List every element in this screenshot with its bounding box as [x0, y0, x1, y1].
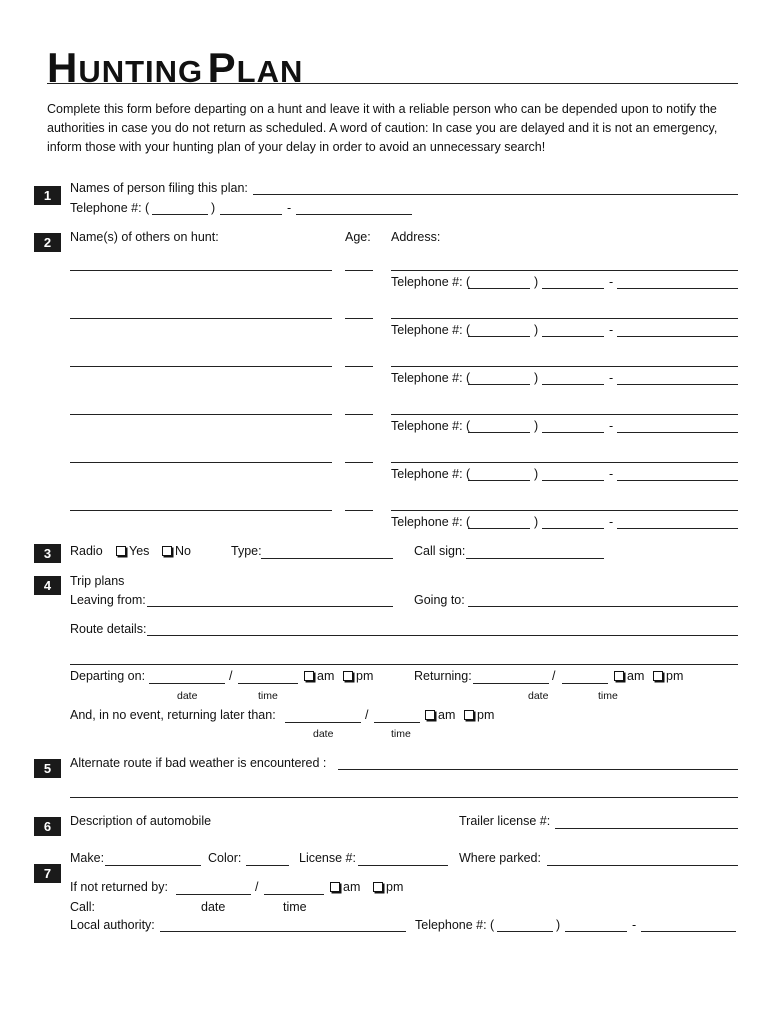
section-number-4: 4 [34, 576, 61, 595]
hunter-tel-number-field[interactable] [617, 336, 738, 337]
am-label: am [438, 708, 456, 722]
hunter-age-field[interactable] [345, 414, 373, 415]
checkbox-icon [343, 671, 353, 681]
hunter-tel-prefix-field[interactable] [542, 336, 604, 337]
not-returned-am-checkbox[interactable] [330, 880, 360, 894]
leaving-from-field[interactable] [147, 606, 393, 607]
slash: / [255, 880, 259, 894]
date-caption: date [313, 728, 334, 740]
filer-name-label: Names of person filing this plan: [70, 181, 248, 195]
hunter-tel-prefix-field[interactable] [542, 384, 604, 385]
am-label: am [627, 669, 645, 683]
filer-tel-label: Telephone #: ( [70, 201, 150, 215]
title-unting: UNTING [78, 54, 204, 89]
hunter-address-field[interactable] [391, 366, 738, 367]
hunter-age-field[interactable] [345, 462, 373, 463]
latest-am-checkbox[interactable] [425, 708, 455, 722]
hunter-tel-number-field[interactable] [617, 528, 738, 529]
section-number-5: 5 [34, 759, 61, 778]
tel-dash: - [609, 467, 614, 481]
address-label: Address: [391, 230, 441, 244]
filer-tel-area-field[interactable] [152, 214, 208, 215]
hunter-name-field[interactable] [70, 510, 332, 511]
section-number-6: 6 [34, 817, 61, 836]
route-details-field[interactable] [147, 635, 738, 636]
hunter-address-field[interactable] [391, 414, 738, 415]
tel-dash: - [287, 201, 292, 215]
checkbox-icon [304, 671, 314, 681]
hunter-tel-prefix-field[interactable] [542, 432, 604, 433]
going-to-field[interactable] [468, 606, 738, 607]
time-caption: time [258, 690, 278, 702]
local-tel-prefix-field[interactable] [565, 931, 627, 932]
filer-name-field[interactable] [253, 194, 738, 195]
time-caption: time [598, 690, 618, 702]
intro-text [47, 100, 742, 157]
hunter-age-field[interactable] [345, 366, 373, 367]
color-label: Color: [208, 851, 242, 865]
title-h: H [47, 44, 79, 91]
alternate-route-field-2[interactable] [70, 797, 738, 798]
make-label: Make: [70, 851, 105, 865]
hunter-name-field[interactable] [70, 318, 332, 319]
call-sign-field[interactable] [466, 558, 604, 559]
hunter-tel-prefix-field[interactable] [542, 288, 604, 289]
automobile-label: Description of automobile [70, 814, 212, 828]
not-returned-date-field[interactable] [176, 894, 251, 895]
title-p: P [207, 44, 237, 91]
slash: / [229, 669, 233, 683]
hunter-age-field[interactable] [345, 270, 373, 271]
am-label: am [317, 669, 335, 683]
page-title [47, 44, 303, 92]
checkbox-icon [373, 882, 383, 892]
checkbox-icon [330, 882, 340, 892]
departing-am-checkbox[interactable] [304, 669, 334, 683]
license-field[interactable] [358, 865, 448, 866]
not-returned-time-field[interactable] [264, 894, 324, 895]
route-details-label: Route details: [70, 622, 147, 636]
tel-dash: - [609, 371, 614, 385]
license-label: License #: [299, 851, 356, 865]
call-label: Call: [70, 900, 96, 914]
tel-close-paren: ) [534, 275, 539, 289]
intro-line: inform those with your hunting plan of your delay in order to avoid an unnecessary search! [47, 140, 546, 154]
radio-type-label: Type: [231, 544, 262, 558]
hunter-tel-number-field[interactable] [617, 384, 738, 385]
local-authority-field[interactable] [160, 931, 406, 932]
tel-dash: - [609, 323, 614, 337]
filer-tel-number-field[interactable] [296, 214, 412, 215]
departing-time-field[interactable] [238, 683, 298, 684]
hunter-tel-label: Telephone #: ( [391, 323, 471, 337]
others-names-label: Name(s) of others on hunt: [70, 230, 219, 244]
tel-close-paren: ) [534, 371, 539, 385]
time-caption: time [283, 900, 307, 914]
not-returned-pm-checkbox[interactable] [373, 880, 403, 894]
going-to-label: Going to: [414, 593, 465, 607]
hunter-tel-label: Telephone #: ( [391, 371, 471, 385]
hunter-name-field[interactable] [70, 414, 332, 415]
latest-pm-checkbox[interactable] [464, 708, 494, 722]
checkbox-icon [614, 671, 624, 681]
radio-yes-checkbox[interactable] [116, 544, 149, 558]
tel-close-paren: ) [534, 419, 539, 433]
title-rule [47, 83, 738, 84]
am-label: am [343, 880, 361, 894]
hunter-tel-prefix-field[interactable] [542, 528, 604, 529]
hunter-address-field[interactable] [391, 510, 738, 511]
hunter-name-field[interactable] [70, 462, 332, 463]
tel-close-paren: ) [534, 323, 539, 337]
slash: / [552, 669, 556, 683]
departing-pm-checkbox[interactable] [343, 669, 373, 683]
filer-tel-prefix-field[interactable] [220, 214, 282, 215]
date-caption: date [177, 690, 198, 702]
pm-label: pm [477, 708, 495, 722]
not-returned-label: If not returned by: [70, 880, 168, 894]
intro-line: authorities in case you do not return as scheduled. A word of caution: In case you are delayed and it is not an emergency, [47, 121, 718, 135]
section-number-1: 1 [34, 186, 61, 205]
pm-label: pm [386, 880, 404, 894]
hunter-age-field[interactable] [345, 318, 373, 319]
hunter-tel-area-field[interactable] [468, 384, 530, 385]
intro-line: Complete this form before departing on a hunt and leave it with a reliable person who can be depended upon to notify the [47, 102, 717, 116]
radio-label: Radio [70, 544, 103, 558]
route-details-field-2[interactable] [70, 664, 738, 665]
hunter-tel-label: Telephone #: ( [391, 275, 471, 289]
hunter-tel-area-field[interactable] [468, 432, 530, 433]
tel-dash: - [632, 918, 637, 932]
hunter-name-field[interactable] [70, 366, 332, 367]
checkbox-icon [425, 710, 435, 720]
hunter-tel-number-field[interactable] [617, 288, 738, 289]
date-caption: date [201, 900, 226, 914]
hunter-address-field[interactable] [391, 318, 738, 319]
pm-label: pm [666, 669, 684, 683]
radio-type-field[interactable] [261, 558, 393, 559]
title-lan: LAN [236, 54, 304, 89]
tel-close-paren: ) [211, 201, 216, 215]
trip-plans-label: Trip plans [70, 574, 125, 588]
where-parked-label: Where parked: [459, 851, 541, 865]
latest-return-time-field[interactable] [374, 722, 420, 723]
local-tel-area-field[interactable] [497, 931, 553, 932]
hunter-tel-label: Telephone #: ( [391, 515, 471, 529]
hunter-name-field[interactable] [70, 270, 332, 271]
radio-yes-label: Yes [129, 544, 150, 558]
age-label: Age: [345, 230, 371, 244]
color-field[interactable] [246, 865, 289, 866]
hunter-tel-area-field[interactable] [468, 336, 530, 337]
leaving-from-label: Leaving from: [70, 593, 146, 607]
hunter-tel-area-field[interactable] [468, 480, 530, 481]
hunter-tel-label: Telephone #: ( [391, 419, 471, 433]
section-number-2: 2 [34, 233, 61, 252]
returning-am-checkbox[interactable] [614, 669, 644, 683]
hunter-tel-number-field[interactable] [617, 480, 738, 481]
tel-close-paren: ) [534, 467, 539, 481]
date-caption: date [528, 690, 549, 702]
section-number-3: 3 [34, 544, 61, 563]
section-number-7: 7 [34, 864, 61, 883]
alternate-route-label: Alternate route if bad weather is encountered : [70, 756, 327, 770]
tel-dash: - [609, 419, 614, 433]
local-tel-label: Telephone #: ( [415, 918, 495, 932]
tel-close-paren: ) [556, 918, 561, 932]
hunter-tel-area-field[interactable] [468, 528, 530, 529]
hunter-tel-number-field[interactable] [617, 432, 738, 433]
checkbox-icon [653, 671, 663, 681]
where-parked-field[interactable] [547, 865, 738, 866]
local-tel-number-field[interactable] [641, 931, 736, 932]
returning-time-field[interactable] [562, 683, 608, 684]
departing-date-field[interactable] [149, 683, 225, 684]
tel-dash: - [609, 275, 614, 289]
hunter-age-field[interactable] [345, 510, 373, 511]
returning-pm-checkbox[interactable] [653, 669, 683, 683]
trailer-license-label: Trailer license #: [459, 814, 551, 828]
returning-label: Returning: [414, 669, 472, 683]
hunter-address-field[interactable] [391, 462, 738, 463]
checkbox-icon [116, 546, 126, 556]
checkbox-icon [464, 710, 474, 720]
checkbox-icon [162, 546, 172, 556]
radio-no-checkbox[interactable] [162, 544, 191, 558]
no-event-label: And, in no event, returning later than: [70, 708, 276, 722]
make-field[interactable] [105, 865, 201, 866]
tel-dash: - [609, 515, 614, 529]
call-sign-label: Call sign: [414, 544, 466, 558]
pm-label: pm [356, 669, 374, 683]
hunter-tel-prefix-field[interactable] [542, 480, 604, 481]
radio-no-label: No [175, 544, 191, 558]
tel-close-paren: ) [534, 515, 539, 529]
trailer-license-field[interactable] [555, 828, 738, 829]
local-authority-label: Local authority: [70, 918, 155, 932]
departing-label: Departing on: [70, 669, 146, 683]
alternate-route-field[interactable] [338, 769, 738, 770]
slash: / [365, 708, 369, 722]
latest-return-date-field[interactable] [285, 722, 361, 723]
returning-date-field[interactable] [473, 683, 549, 684]
time-caption: time [391, 728, 411, 740]
hunter-tel-label: Telephone #: ( [391, 467, 471, 481]
hunter-tel-area-field[interactable] [468, 288, 530, 289]
hunter-address-field[interactable] [391, 270, 738, 271]
